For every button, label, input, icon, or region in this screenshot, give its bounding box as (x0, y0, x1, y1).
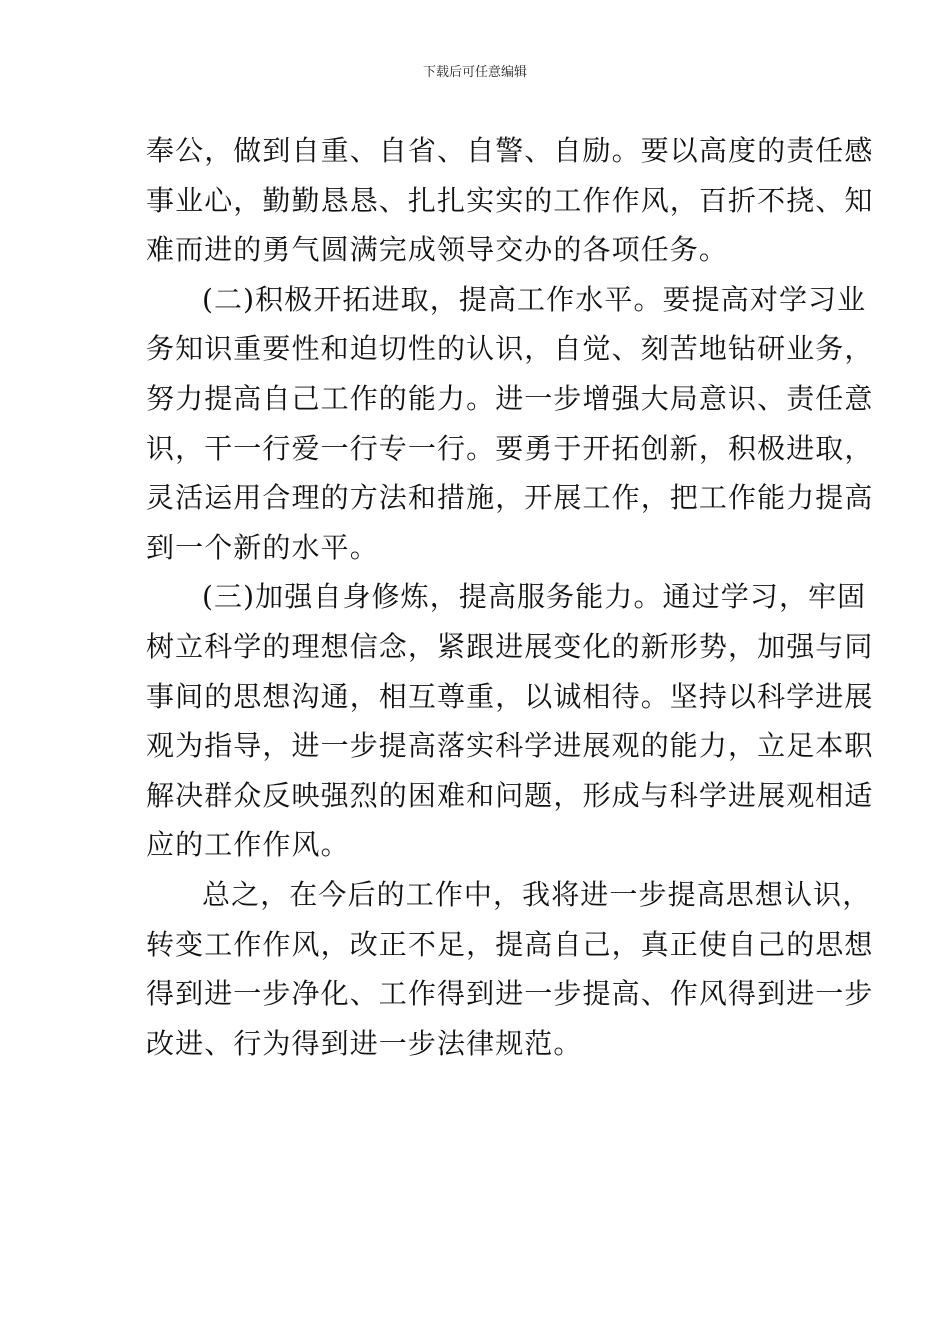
text-line: 灵活运用合理的方法和措施，开展工作，把工作能力提高 (146, 481, 874, 515)
paragraph-start-line: (三)加强自身修炼，提高服务能力。通过学习，牢固 (202, 580, 867, 614)
text-line: 努力提高自己工作的能力。进一步增强大局意识、责任意 (146, 381, 874, 415)
text-line: 事业心，勤勤恳恳、扎扎实实的工作作风，百折不挠、知 (146, 183, 874, 217)
text-line: 树立科学的理想信念，紧跟进展变化的新形势，加强与同 (146, 629, 874, 663)
text-line: 解决群众反映强烈的困难和问题，形成与科学进展观相适 (146, 778, 874, 812)
text-line: 难而进的勇气圆满完成领导交办的各项任务。 (146, 233, 729, 267)
paragraph-start-line: 总之，在今后的工作中，我将进一步提高思想认识， (202, 877, 872, 911)
text-line: 得到进一步净化、工作得到进一步提高、作风得到进一步 (146, 977, 874, 1011)
text-line: 转变工作作风，改正不足，提高自己，真正使自己的思想 (146, 927, 874, 961)
body-text (146, 126, 874, 1068)
paragraph-start-line: (二)积极开拓进取，提高工作水平。要提高对学习业 (202, 282, 867, 316)
text-line: 务知识重要性和迫切性的认识，自觉、刻苦地钻研业务， (146, 332, 874, 366)
page-header: 下载后可任意编辑 (422, 65, 527, 80)
text-line: 事间的思想沟通，相互尊重，以诚相待。坚持以科学进展 (146, 679, 874, 713)
text-line: 奉公，做到自重、自省、自警、自励。要以高度的责任感 (146, 134, 874, 167)
text-line: 到一个新的水平。 (146, 530, 379, 564)
text-line: 观为指导，进一步提高落实科学进展观的能力，立足本职 (146, 729, 874, 763)
text-line: 改进、行为得到进一步法律规范。 (146, 1026, 583, 1060)
text-line: 应的工作作风。 (146, 828, 350, 862)
text-line: 识，干一行爱一行专一行。要勇于开拓创新，积极进取， (146, 431, 874, 465)
